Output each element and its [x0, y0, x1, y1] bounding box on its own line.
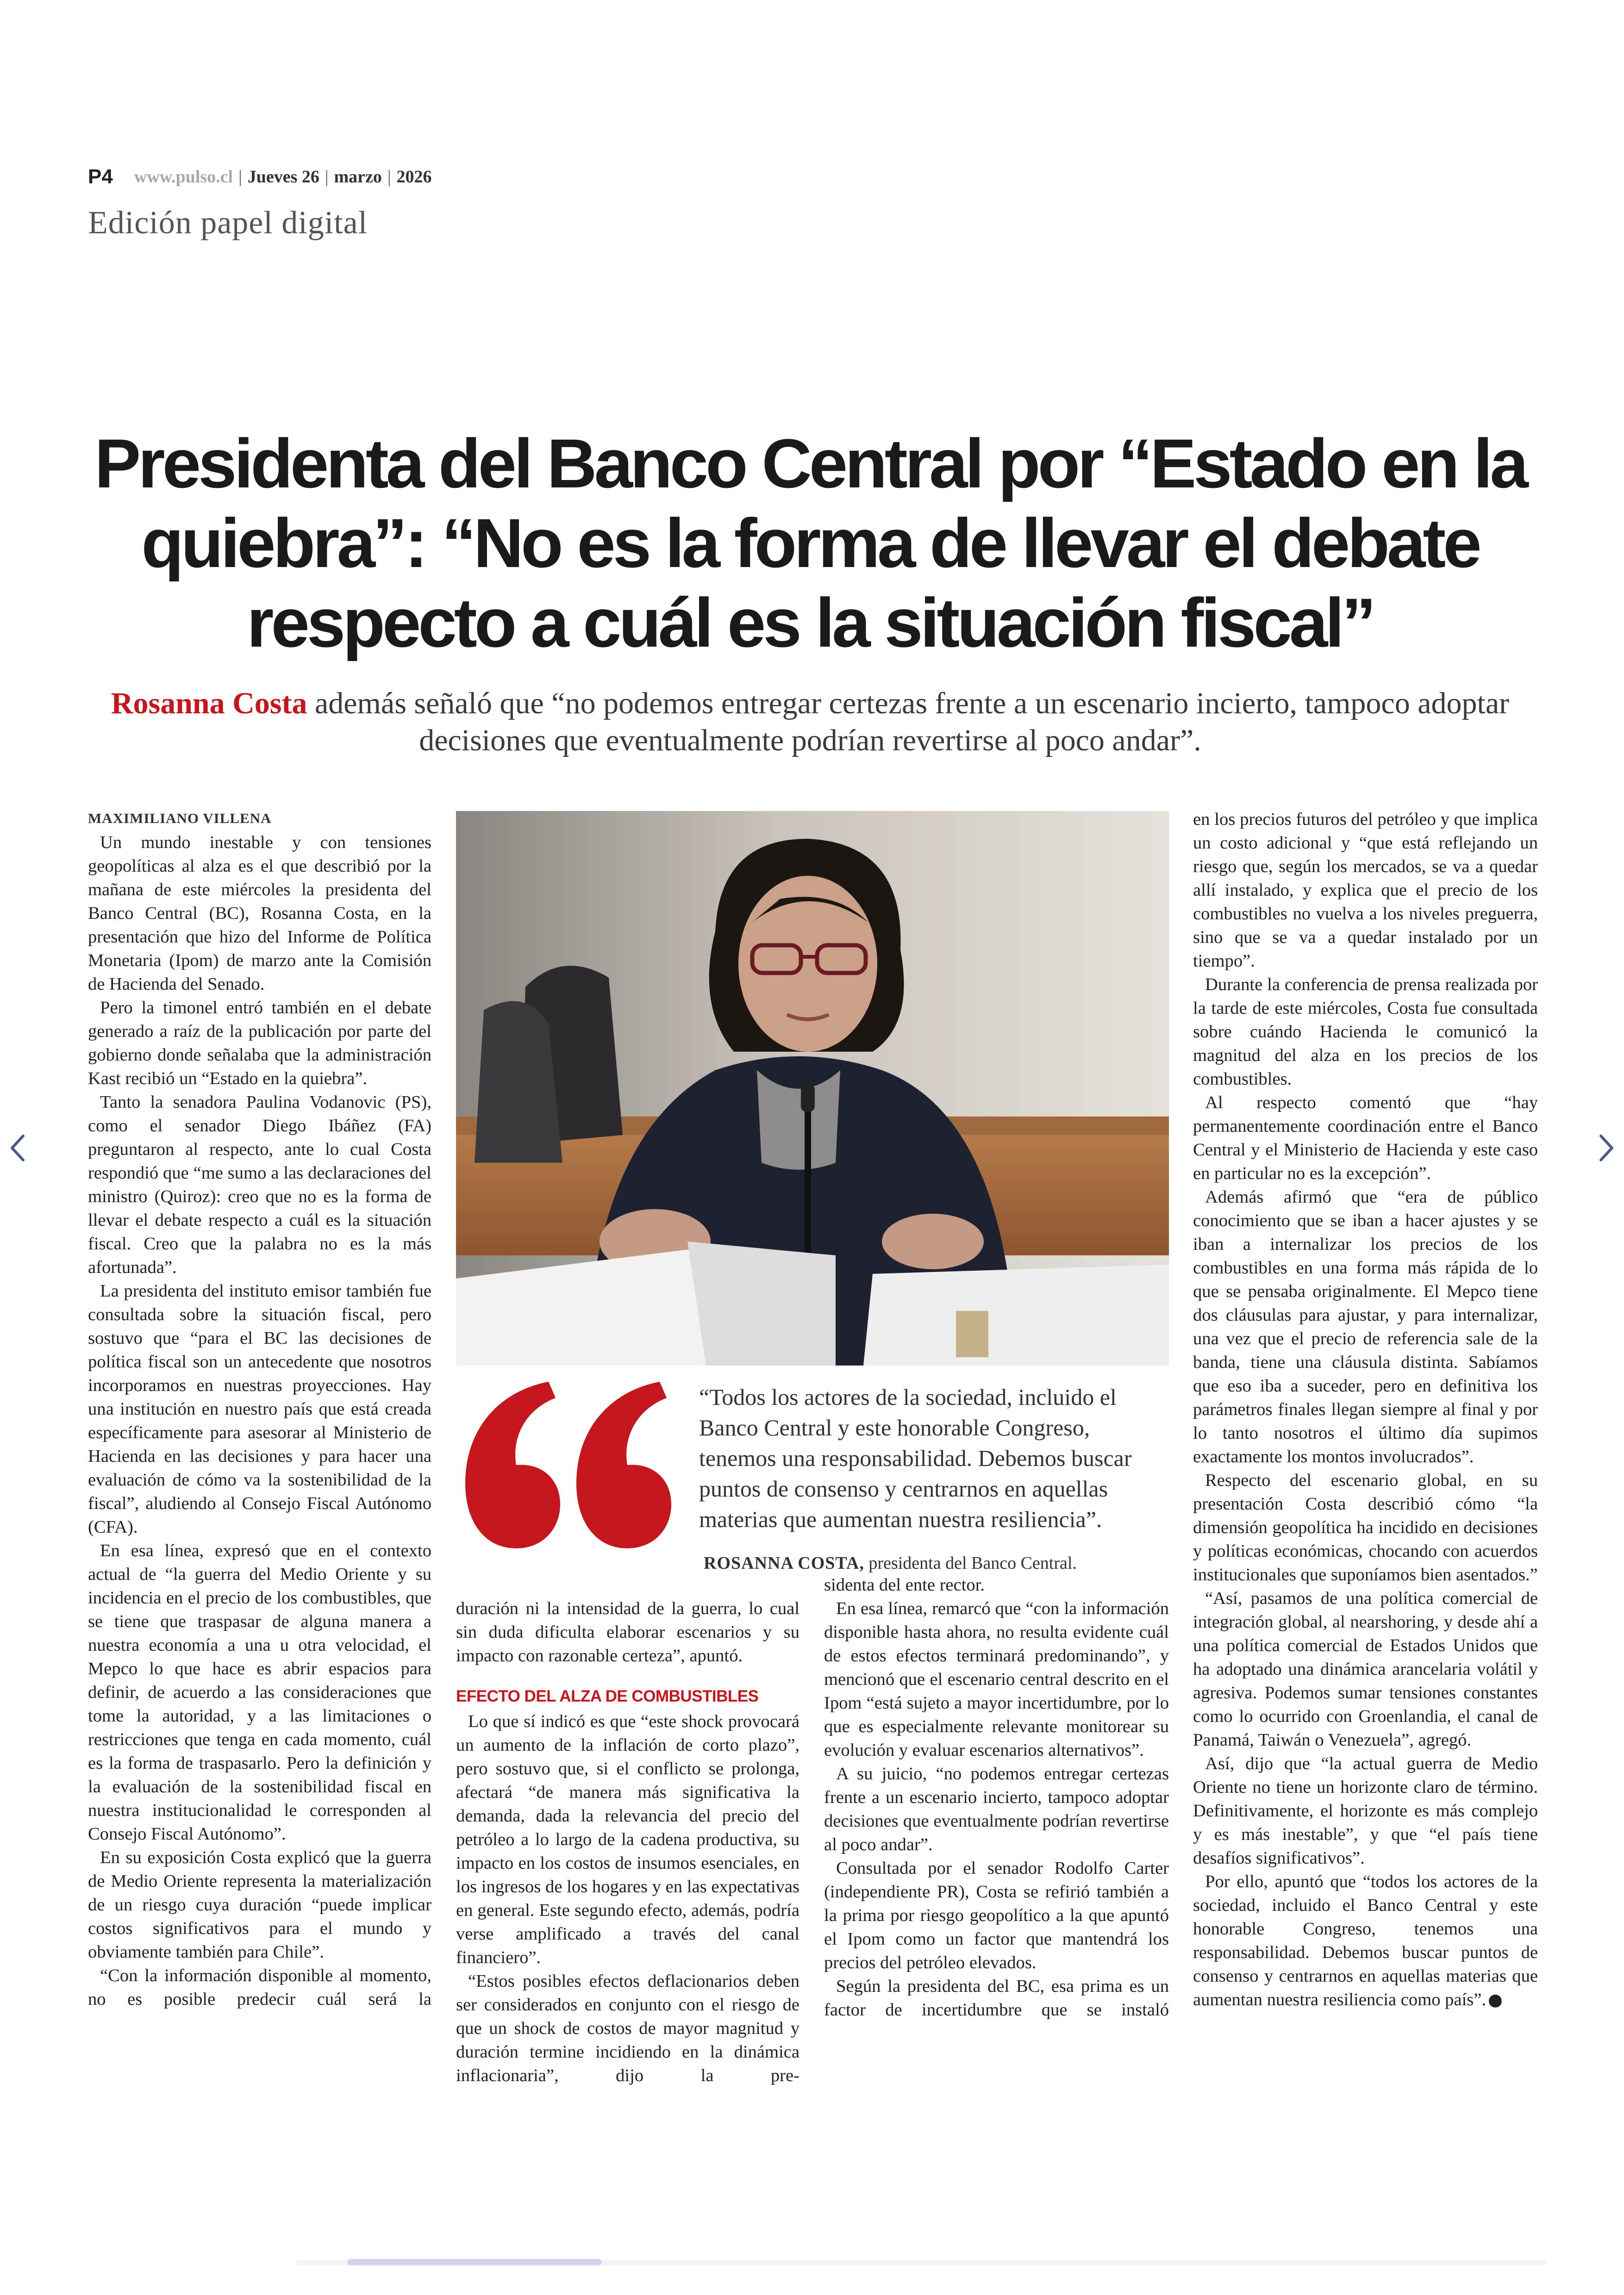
paragraph: “Así, pasamos de una política comercial de integración global, al nearshoring, y desde ahí a una política comercial de Estados Unidos que ha adoptado una dinámica arancelaria volátil y agresiva. Podemos sumar tensiones constantes como lo ocurrido con Groenlandia, el canal de Panamá, Taiwán o Venezuela”, agregó. [1193, 1589, 1538, 1750]
paragraph: Consultada por el senador Rodolfo Carter (independiente PR), Costa se refirió también a la prima por riesgo geopolítico a la que apuntó el Ipom como un factor que mantendrá los precios del petróleo elevados. [824, 1858, 1169, 1972]
edition-label: Edición papel digital [88, 205, 368, 241]
paragraph: Durante la conferencia de prensa realizada por la tarde de este miércoles, Costa fue consultada sobre cuándo Hacienda le comunicó la magnitud del alza en los precios de los combustibles. [1193, 975, 1538, 1089]
article-column-3 [824, 1573, 1169, 2022]
paragraph: Al respecto comentó que “hay permanentemente coordinación entre el Banco Central y el Ministerio de Hacienda y este caso en particular no es la excepción”. [1193, 1093, 1538, 1183]
byline: MAXIMILIANO VILLENA [88, 810, 272, 826]
paragraph: En su exposición Costa explicó que la guerra de Medio Oriente representa la materialización de un riesgo cuya duración “puede implicar costos significativos para el mundo y obviamente también para Chile”. [88, 1848, 431, 1962]
paragraph: sidenta del ente rector. [824, 1575, 985, 1595]
site-url[interactable]: www.pulso.cl [134, 167, 233, 187]
end-mark-icon: P [1489, 1995, 1502, 2008]
paragraph: En esa línea, remarcó que “con la información disponible hasta ahora, no resulta evidente cuál de estos efectos terminará predominando”, y mencionó que el escenario central descrito en el Ipom “está sujeto a mayor incertidumbre, por lo que es especialmente relevante monitorear su evolución y evaluar escenarios alternativos”. [824, 1599, 1169, 1760]
paragraph: Pero la timonel entró también en el debate generado a raíz de la publicación por parte del gobierno donde señalaba que la administración Kast recibió un “Estado en la quiebra”. [88, 998, 431, 1088]
article-subhead [93, 685, 1528, 759]
paragraph: Según la presidenta del BC, esa prima es un factor de incertidumbre que se instaló [824, 1977, 1169, 2020]
paragraph: A su juicio, “no podemos entregar certezas frente a un escenario incierto, tampoco adoptar decisiones que eventualmente podrían revertirse al poco andar”. [824, 1764, 1169, 1854]
paragraph [1193, 1870, 1538, 2012]
subhead-lead: Rosanna Costa [111, 686, 307, 720]
paragraph: Además afirmó que “era de público conocimiento que se iban a hacer ajustes y se iban a internalizar los precios de los combustibles en una forma más rápida de lo que se pensaba originalmente. El Mepco tiene dos cláusulas para ajustar, y para internalizar, una vez que el precio de referencia sale de la banda, tiene una cláusula distinta. Sabíamos que eso iba a suceder, pero en definitiva los parámetros finales llegan siempre al final y por lo tanto nosotros el último día supimos exactamente los montos involucrados”. [1193, 1187, 1538, 1466]
paragraph: “Estos posibles efectos deflacionarios deben ser considerados en conjunto con el riesgo de que un shock de costos de mayor magnitud y duración termine incidiendo en la dinámica inflacionaria”, dijo la pre- [456, 1971, 800, 2085]
paragraph: Así, dijo que “la actual guerra de Medio Oriente no tiene un horizonte claro de término. Definitivamente, el horizonte es más complejo y es más inestable”, y que “el país tiene desafíos significativos”. [1193, 1754, 1538, 1868]
paragraph: “Con la información disponible al momento, no es posible predecir cuál será la [88, 1966, 431, 2009]
article-column-2 [456, 1597, 800, 2088]
date-year: 2026 [396, 167, 432, 187]
date-month: marzo [334, 167, 382, 187]
paragraph: duración ni la intensidad de la guerra, lo cual sin duda dificulta elaborar escenarios y su impacto con razonable certeza”, apuntó. [456, 1599, 800, 1665]
article-column-1 [88, 831, 431, 2011]
chevron-right-icon[interactable] [1595, 1129, 1618, 1166]
section-heading: EFECTO DEL ALZA DE COMBUSTIBLES [456, 1687, 759, 1705]
article-headline: Presidenta del Banco Central por “Estado en la quiebra”: “No es la forma de llevar el debate respecto a cuál es la situación fiscal” [94, 424, 1526, 661]
article-photo [456, 811, 1169, 1366]
page-header [88, 163, 431, 191]
article-column-4 [1193, 808, 1538, 2012]
separator: | [325, 167, 329, 187]
quote-attribution [704, 1553, 1077, 1573]
quote-author-role: presidenta del Banco Central. [868, 1553, 1077, 1573]
scrollbar-thumb[interactable] [347, 2259, 602, 2265]
pull-quote: “Todos los actores de la sociedad, incluido el Banco Central y este honorable Congreso, tenemos una responsabilidad. Debemos buscar puntos de consenso y centrarnos en aquellas materias que aumentan nuestra resiliencia”. [699, 1384, 1132, 1532]
chevron-left-icon[interactable] [6, 1129, 29, 1166]
date-day: Jueves 26 [247, 167, 319, 187]
paragraph: En esa línea, expresó que en el contexto actual de “la guerra del Medio Oriente y su incidencia en el precio de los combustibles, que se tiene que traspasar de alguna manera a nuestra economía a una u otra velocidad, el Mepco lo que hace es abrir espacios para definir, de acuerdo a las consideraciones que tome la autoridad, y a las limitaciones o restricciones que tenga en cada momento, cuál es la forma de traspasarlo. Pero la definición y la evaluación de la sostenibilidad fiscal en nuestra institucionalidad le corresponden al Consejo Fiscal Autónomo”. [88, 1541, 431, 1844]
paragraph: Tanto la senadora Paulina Vodanovic (PS), como el senador Diego Ibáñez (FA) preguntaron al respecto, ante lo cual Costa respondió que “me sumo a las declaraciones del ministro (Quiroz): creo que no es la forma de llevar el debate respecto a cuál es la situación fiscal. Creo que la palabra no es la más afortunada”. [88, 1092, 431, 1277]
paragraph: La presidenta del instituto emisor también fue consultada sobre la situación fiscal, pero sostuvo que “para el BC las decisiones de política fiscal son un antecedente que nosotros incorporamos en nuestras proyecciones. Hay una institución en nuestro país que está creada específicamente para asesorar al Ministerio de Hacienda en las decisiones y para hacer una evaluación de cómo va la sostenibilidad de la fiscal”, aludiendo al Consejo Fiscal Autónomo (CFA). [88, 1281, 431, 1537]
subhead-text: además señaló que “no podemos entregar certezas frente a un escenario incierto, tampoco adoptar decisiones que eventualmente podrían revertirse al poco andar”. [314, 686, 1510, 757]
page-number: P4 [88, 165, 113, 188]
paragraph: en los precios futuros del petróleo y que implica un costo adicional y “que está reflejando un riesgo que, según los mercados, se va a quedar allí instalado, y explica que el precio de los combustibles no vuelva a los niveles preguerra, sino que se va a quedar instalado por un tiempo”. [1193, 810, 1538, 971]
paragraph: Lo que sí indicó es que “este shock provocará un aumento de la inflación de corto plazo”, pero sostuvo que, si el conflicto se prolonga, afectará “de manera más significativa la demanda, dada la relevancia del precio del petróleo a lo largo de la cadena productiva, su impacto en los costos de insumos esenciales, en los ingresos de los hogares y en las expectativas en general. Este segundo efecto, además, podría verse amplificado a través del canal financiero”. [456, 1712, 800, 1967]
quote-author: ROSANNA COSTA, [704, 1553, 864, 1573]
separator: | [387, 167, 391, 187]
paragraph: Un mundo inestable y con tensiones geopolíticas al alza es el que describió por la mañana de este miércoles la presidenta del Banco Central (BC), Rosanna Costa, en la presentación que hizo del Informe de Política Monetaria (Ipom) de marzo ante la Comisión de Hacienda del Senado. [88, 833, 431, 994]
paragraph-text: Por ello, apuntó que “todos los actores de la sociedad, incluido el Banco Central y este honorable Congreso, tenemos una responsabilidad. Debemos buscar puntos de consenso y centrarnos en aquellas materias que aumentan nuestra resiliencia como país”. [1193, 1872, 1538, 2009]
quote-mark-icon [456, 1372, 674, 1567]
paragraph: Respecto del escenario global, en su presentación Costa describió cómo “la dimensión geopolítica ha incidido en decisiones y políticas económicas, chocando con acuerdos institucionales que suponíamos bien asentados.” [1193, 1471, 1538, 1584]
separator: | [238, 167, 242, 187]
